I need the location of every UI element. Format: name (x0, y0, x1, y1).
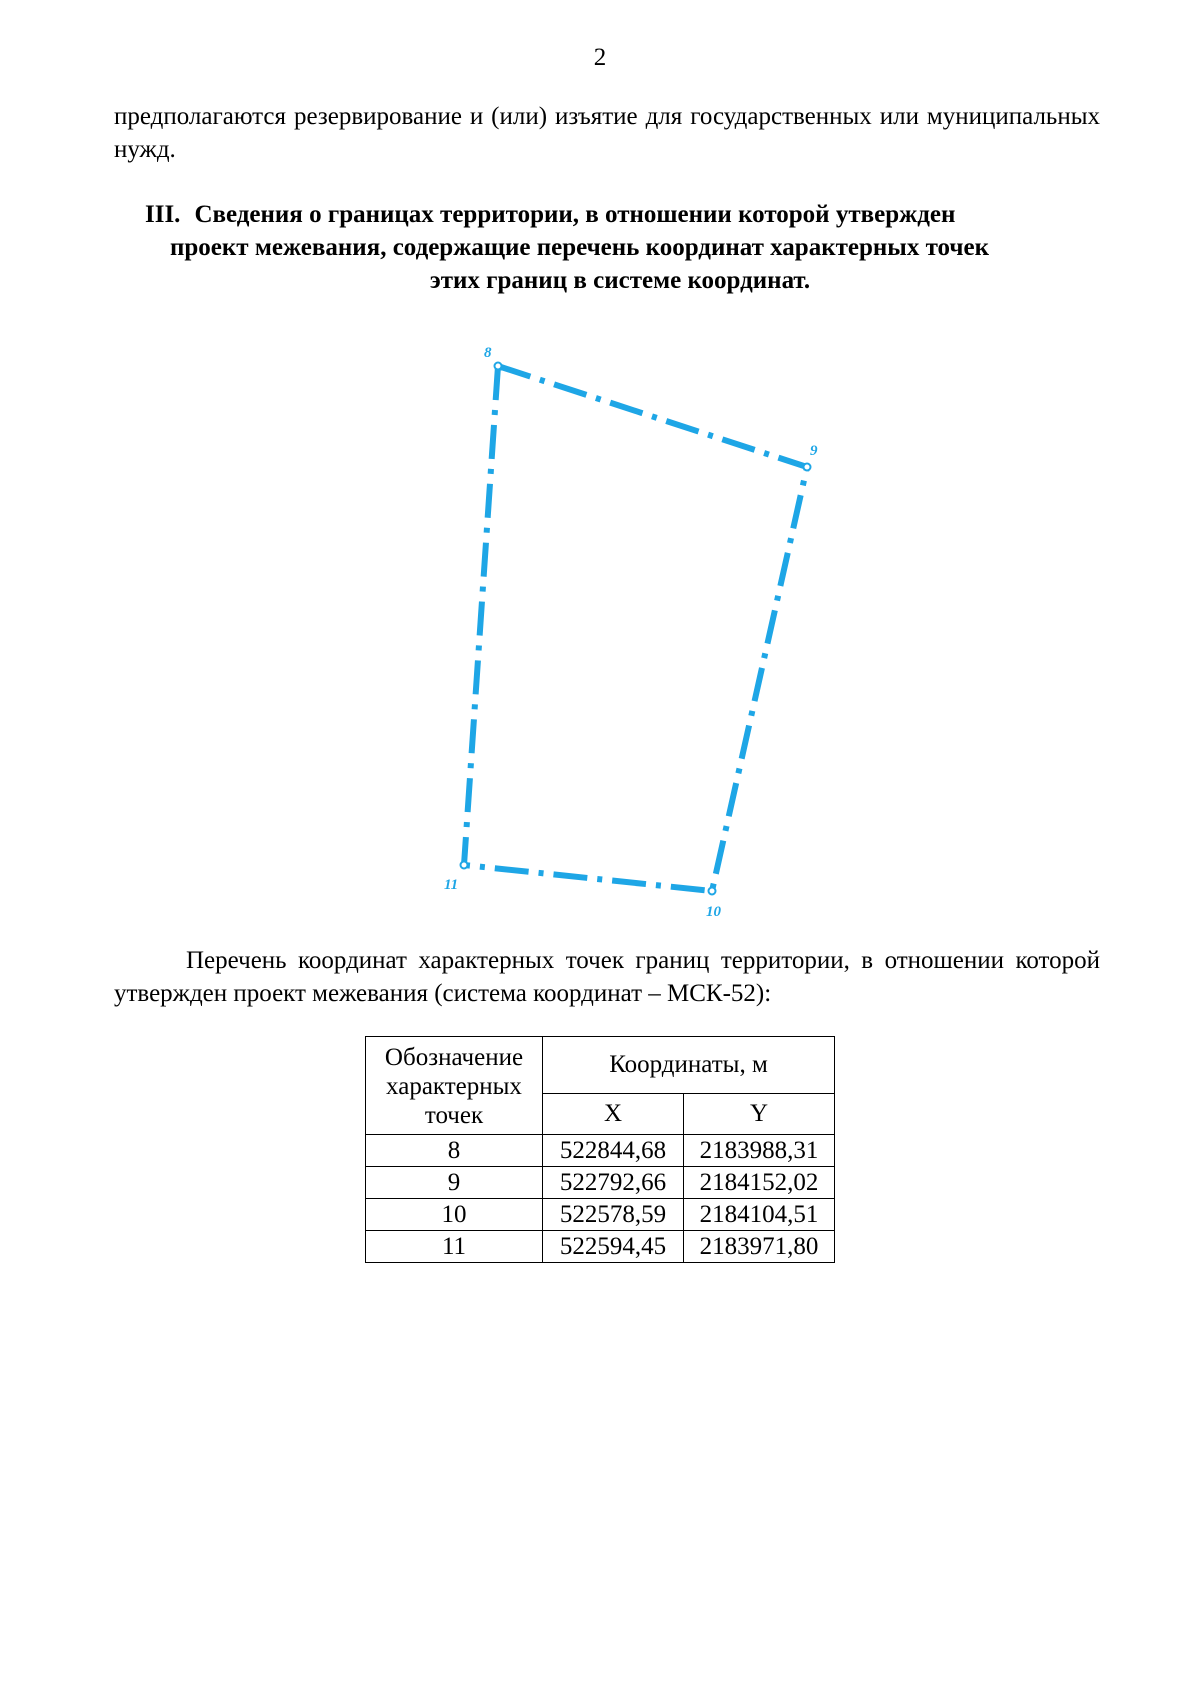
x-column-header: X (543, 1094, 684, 1135)
x-cell: 522844,68 (543, 1135, 684, 1167)
vertex-marker-9 (804, 464, 811, 471)
page-number: 2 (593, 44, 607, 71)
point-label-10: 10 (706, 904, 721, 916)
boundary-scheme-svg (430, 336, 850, 916)
x-cell: 522792,66 (543, 1167, 684, 1199)
vertex-marker-8 (495, 363, 502, 370)
point-column-header: Обозначение характерных точек (366, 1037, 543, 1135)
coordinates-table (365, 1036, 835, 1263)
section-number: III. (145, 201, 181, 228)
vertex-marker-10 (709, 888, 716, 895)
y-cell: 2184104,51 (684, 1199, 835, 1231)
table-row (366, 1135, 835, 1167)
table-row (366, 1167, 835, 1199)
boundary-scheme (430, 336, 850, 916)
x-cell: 522594,45 (543, 1231, 684, 1263)
coordinates-column-header: Координаты, м (543, 1037, 835, 1094)
section-heading-line-1 (140, 198, 1100, 231)
y-column-header: Y (684, 1094, 835, 1135)
section-heading (140, 198, 1100, 297)
y-cell: 2184152,02 (684, 1167, 835, 1199)
y-cell: 2183988,31 (684, 1135, 835, 1167)
table-row (366, 1231, 835, 1263)
boundary-polygon (464, 366, 807, 891)
coordinates-list-paragraph: Перечень координат характерных точек границ территории, в отношении которой утвержден проект межевания (система координат – МСК-52): (114, 947, 1100, 1007)
point-cell: 10 (366, 1199, 543, 1231)
point-label-8: 8 (484, 345, 492, 361)
point-label-9: 9 (810, 443, 818, 459)
section-heading-line-2: проект межевания, содержащие перечень координат характерных точек (170, 234, 989, 261)
section-heading-line-3: этих границ в системе координат. (429, 267, 811, 294)
point-cell: 8 (366, 1135, 543, 1167)
table-row (366, 1199, 835, 1231)
intro-paragraph: предполагаются резервирование и (или) изъятие для государственных или муниципальных нужд. (114, 103, 1100, 163)
point-cell: 9 (366, 1167, 543, 1199)
vertex-marker-11 (461, 862, 468, 869)
x-cell: 522578,59 (543, 1199, 684, 1231)
point-cell: 11 (366, 1231, 543, 1263)
point-label-11: 11 (444, 877, 459, 893)
section-heading-text-1: Сведения о границах территории, в отношении которой утвержден (194, 201, 956, 228)
y-cell: 2183971,80 (684, 1231, 835, 1263)
